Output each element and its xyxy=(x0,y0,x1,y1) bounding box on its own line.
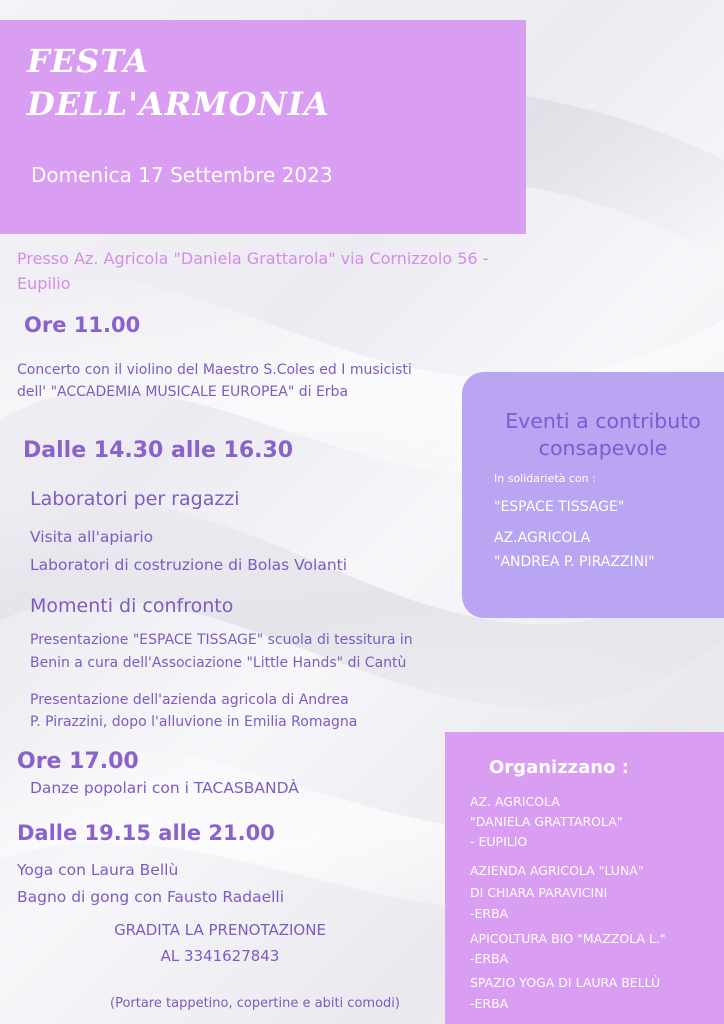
organizer-line: DI CHIARA PARAVICINI xyxy=(470,885,608,900)
morning-time: Ore 11.00 xyxy=(24,313,141,337)
solidarity-item: AZ.AGRICOLA xyxy=(494,530,591,546)
moment2-line2: P. Pirazzini, dopo l'alluvione in Emilia Romagna xyxy=(30,714,358,730)
booking-phone: AL 3341627843 xyxy=(160,947,280,965)
evening1-description: Danze popolari con i TACASBANDÀ xyxy=(30,779,299,797)
organizer-line: APICOLTURA BIO "MAZZOLA L." xyxy=(470,931,666,946)
organizer-line: - EUPILIO xyxy=(470,834,528,849)
organizers-title: Organizzano : xyxy=(489,757,629,778)
organizer-line: "DANIELA GRATTAROLA" xyxy=(470,814,623,829)
moments-title: Momenti di confronto xyxy=(30,595,234,617)
moment1-line1: Presentazione "ESPACE TISSAGE" scuola di tessitura in xyxy=(30,632,413,648)
moment1-line2: Benin a cura dell'Associazione "Little Hands" di Cantù xyxy=(30,655,407,671)
morning-description-line1: Concerto con il violino del Maestro S.Coles ed I musicisti xyxy=(17,362,412,378)
organizer-line: SPAZIO YOGA DI LAURA BELLÙ xyxy=(470,975,661,990)
solidarity-item: "ANDREA P. PIRAZZINI" xyxy=(494,554,655,570)
evening2-item: Yoga con Laura Bellù xyxy=(17,861,179,879)
event-date: Domenica 17 Settembre 2023 xyxy=(31,163,333,187)
organizer-line: -ERBA xyxy=(470,906,509,921)
workshop-item: Laboratori di costruzione di Bolas Volanti xyxy=(30,556,348,574)
event-title-line1: FESTA xyxy=(27,42,150,80)
organizer-line: AZ. AGRICOLA xyxy=(470,794,560,809)
evening2-item: Bagno di gong con Fausto Radaelli xyxy=(17,888,285,906)
event-location: Presso Az. Agricola "Daniela Grattarola" via Cornizzolo 56 - Eupilio xyxy=(17,249,489,293)
organizer-line: AZIENDA AGRICOLA "LUNA" xyxy=(470,863,644,878)
afternoon-time: Dalle 14.30 alle 16.30 xyxy=(23,438,294,463)
solidarity-title-line1: Eventi a contributo xyxy=(505,409,701,433)
bring-items-note: (Portare tappetino, copertine e abiti comodi) xyxy=(110,996,400,1011)
workshop-item: Visita all'apiario xyxy=(30,528,154,546)
moment2-line1: Presentazione dell'azienda agricola di Andrea xyxy=(30,692,349,708)
morning-description-line2: dell' "ACCADEMIA MUSICALE EUROPEA" di Erba xyxy=(17,384,349,400)
evening1-time: Ore 17.00 xyxy=(17,749,139,774)
solidarity-title xyxy=(478,408,724,462)
event-title-line2: DELL'ARMONIA xyxy=(27,85,330,123)
evening2-time: Dalle 19.15 alle 21.00 xyxy=(17,821,275,845)
solidarity-item: "ESPACE TISSAGE" xyxy=(494,499,625,515)
solidarity-title-line2: consapevole xyxy=(538,436,668,460)
solidarity-subtitle: In solidarietà con : xyxy=(494,472,596,485)
booking-line1: GRADITA LA PRENOTAZIONE xyxy=(114,921,326,939)
workshops-title: Laboratori per ragazzi xyxy=(30,488,240,510)
organizer-line: -ERBA xyxy=(470,951,509,966)
organizer-line: -ERBA xyxy=(470,996,509,1011)
